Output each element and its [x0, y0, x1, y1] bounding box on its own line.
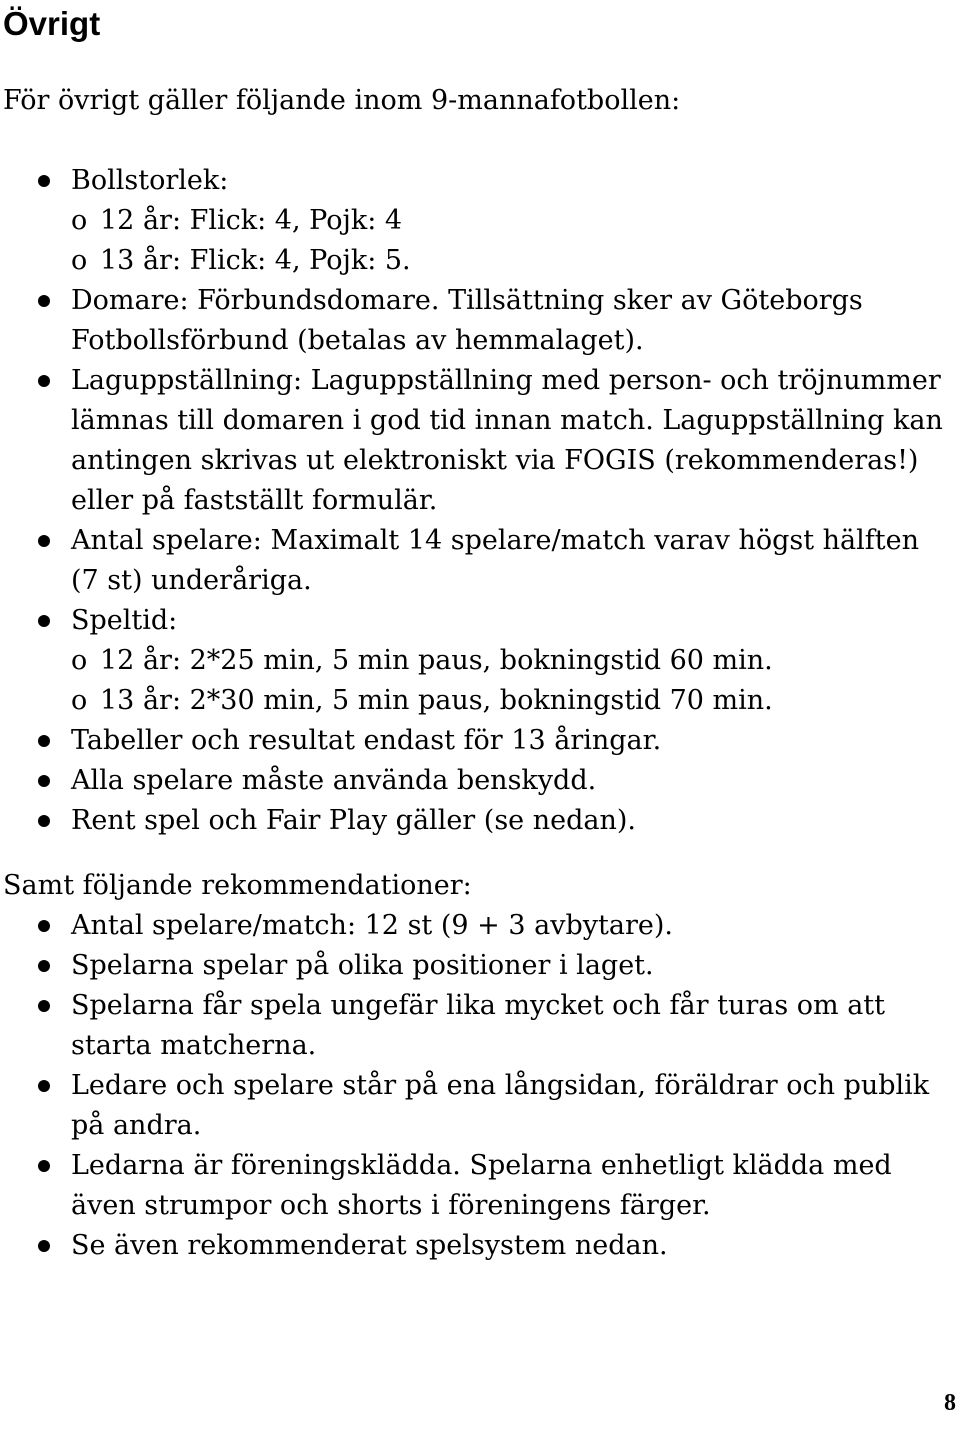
bullet-icon	[38, 775, 50, 787]
recommendations-list	[0, 906, 960, 1266]
list-item	[0, 1146, 960, 1226]
list-item-text: Bollstorlek:	[71, 165, 229, 196]
list-item-text: Spelarna spelar på olika positioner i laget.	[71, 950, 654, 981]
bullet-icon	[38, 375, 50, 387]
list-item-text: Laguppställning: Laguppställning med person- och tröjnummer	[71, 365, 941, 396]
list-item	[0, 601, 960, 721]
list-item-text: på andra.	[71, 1110, 202, 1141]
sub-list-item-text: 13 år: Flick: 4, Pojk: 5.	[100, 245, 411, 276]
recommendations-intro: Samt följande rekommendationer:	[3, 870, 472, 901]
circle-marker-icon: o	[71, 645, 88, 676]
circle-marker-icon: o	[71, 245, 88, 276]
list-item-text: Se även rekommenderat spelsystem nedan.	[71, 1230, 668, 1261]
list-item	[0, 721, 960, 761]
circle-marker-icon: o	[71, 685, 88, 716]
list-item	[0, 761, 960, 801]
list-item-text: även strumpor och shorts i föreningens färger.	[71, 1190, 711, 1221]
bullet-icon	[38, 1080, 50, 1092]
list-item-text: lämnas till domaren i god tid innan match. Laguppställning kan	[71, 405, 943, 436]
rules-list	[0, 161, 960, 841]
bullet-icon	[38, 815, 50, 827]
list-item-text: antingen skrivas ut elektroniskt via FOGIS (rekommenderas!)	[71, 445, 919, 476]
sub-list-item-text: 12 år: 2*25 min, 5 min paus, bokningstid 60 min.	[100, 645, 773, 676]
bullet-icon	[38, 175, 50, 187]
sub-list-item	[41, 241, 960, 281]
page-number: 8	[944, 1390, 956, 1416]
list-item	[0, 1066, 960, 1146]
list-item-text: Ledare och spelare står på ena långsidan, föräldrar och publik	[71, 1070, 930, 1101]
sub-list	[71, 641, 960, 721]
bullet-icon	[38, 1160, 50, 1172]
list-item	[0, 801, 960, 841]
bullet-icon	[38, 920, 50, 932]
bullet-icon	[38, 295, 50, 307]
bullet-icon	[38, 1000, 50, 1012]
list-item-text: Alla spelare måste använda benskydd.	[71, 765, 597, 796]
list-item-text: Fotbollsförbund (betalas av hemmalaget).	[71, 325, 644, 356]
list-item	[0, 281, 960, 361]
sub-list	[71, 201, 960, 281]
list-item-text: Domare: Förbundsdomare. Tillsättning sker av Göteborgs	[71, 285, 863, 316]
bullet-icon	[38, 960, 50, 972]
list-item-text: Speltid:	[71, 605, 178, 636]
circle-marker-icon: o	[71, 205, 88, 236]
sub-list-item	[41, 201, 960, 241]
list-item-text: starta matcherna.	[71, 1030, 317, 1061]
list-item-text: Antal spelare: Maximalt 14 spelare/match varav högst hälften	[71, 525, 919, 556]
list-item-text: (7 st) underåriga.	[71, 565, 312, 596]
sub-list-item	[41, 641, 960, 681]
bullet-icon	[38, 535, 50, 547]
intro-text: För övrigt gäller följande inom 9-mannafotbollen:	[3, 85, 681, 116]
list-item-text: Tabeller och resultat endast för 13 åringar.	[71, 725, 662, 756]
page-heading: Övrigt	[3, 5, 101, 42]
list-item	[0, 906, 960, 946]
list-item-text: eller på fastställt formulär.	[71, 485, 438, 516]
list-item	[0, 161, 960, 281]
list-item	[0, 1226, 960, 1266]
list-item-text: Rent spel och Fair Play gäller (se nedan).	[71, 805, 636, 836]
list-item-text: Ledarna är föreningsklädda. Spelarna enhetligt klädda med	[71, 1150, 892, 1181]
list-item	[0, 946, 960, 986]
list-item-text: Antal spelare/match: 12 st (9 + 3 avbytare).	[71, 910, 673, 941]
list-item	[0, 521, 960, 601]
list-item	[0, 986, 960, 1066]
bullet-icon	[38, 735, 50, 747]
bullet-icon	[38, 615, 50, 627]
bullet-icon	[38, 1240, 50, 1252]
sub-list-item	[41, 681, 960, 721]
sub-list-item-text: 13 år: 2*30 min, 5 min paus, bokningstid 70 min.	[100, 685, 773, 716]
sub-list-item-text: 12 år: Flick: 4, Pojk: 4	[100, 205, 403, 236]
list-item-text: Spelarna får spela ungefär lika mycket och får turas om att	[71, 990, 886, 1021]
list-item	[0, 361, 960, 521]
